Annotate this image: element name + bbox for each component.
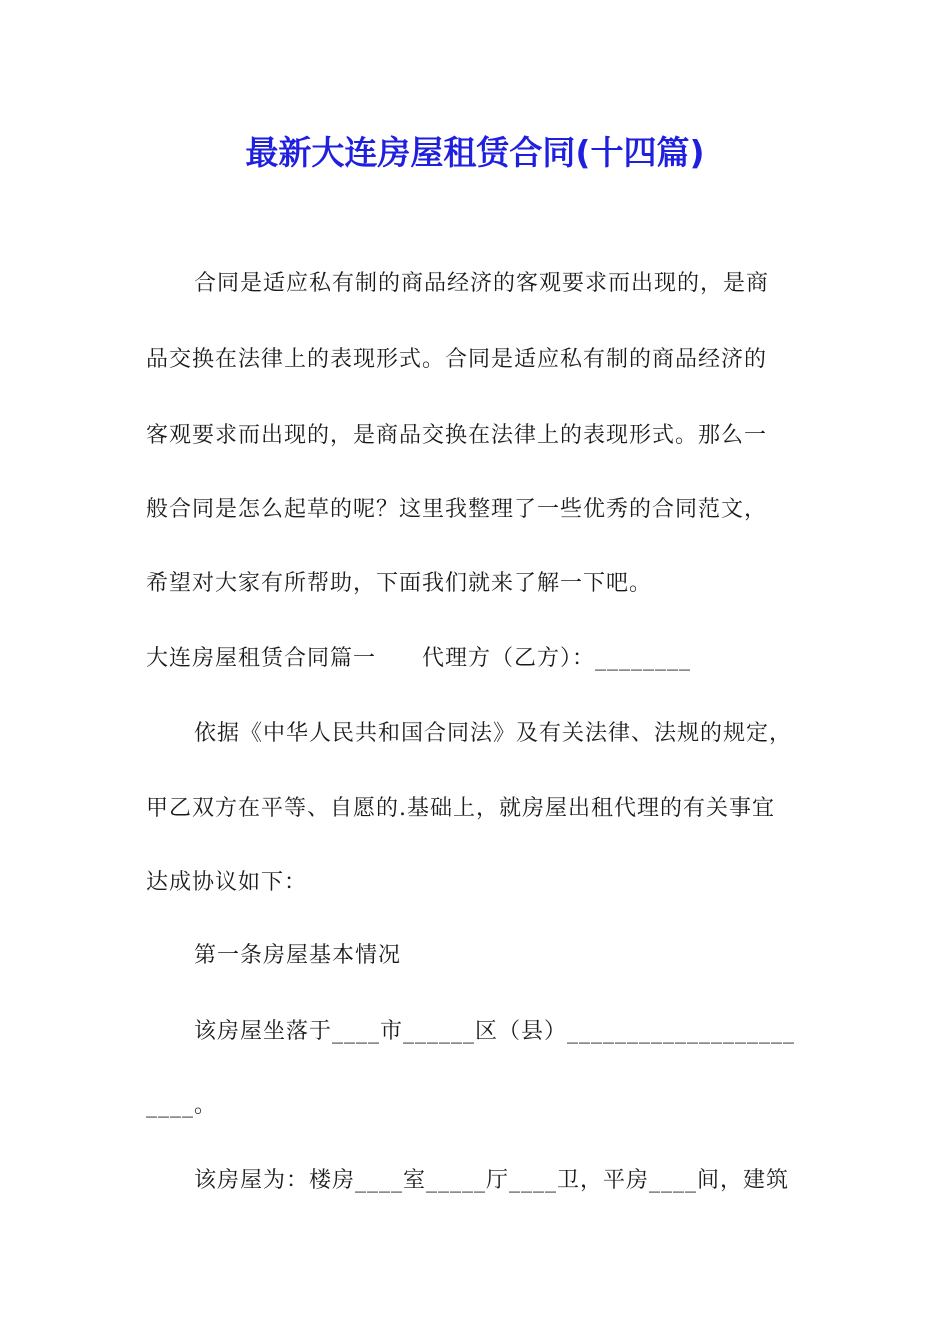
paragraph-line: 依据《中华人民共和国合同法》及有关法律、法规的规定， — [194, 721, 793, 746]
paragraph-line: 合同是适应私有制的商品经济的客观要求而出现的，是商 — [194, 271, 770, 296]
paragraph-line: 甲乙双方在平等、自愿的.基础上，就房屋出租代理的有关事宜 — [146, 796, 775, 821]
paragraph-line: 达成协议如下： — [146, 870, 308, 895]
paragraph-line: 般合同是怎么起草的呢？这里我整理了一些优秀的合同范文， — [146, 497, 768, 522]
clause-heading: 第一条房屋基本情况 — [194, 943, 402, 968]
section-heading-line: 大连房屋租赁合同篇一 代理方（乙方）：________ — [146, 646, 692, 671]
paragraph-line: 客观要求而出现的，是商品交换在法律上的表现形式。那么一 — [146, 423, 768, 448]
paragraph-line: 希望对大家有所帮助，下面我们就来了解一下吧。 — [146, 571, 653, 596]
paragraph-line: 品交换在法律上的表现形式。合同是适应私有制的商品经济的 — [146, 347, 768, 372]
document-title: 最新大连房屋租赁合同(十四篇) — [245, 133, 705, 172]
paragraph-line: ____。 — [146, 1093, 218, 1118]
paragraph-line: 该房屋为：楼房____室_____厅____卫，平房____间，建筑 — [194, 1168, 790, 1193]
paragraph-line: 该房屋坐落于____市______区（县）___________________ — [194, 1019, 796, 1044]
